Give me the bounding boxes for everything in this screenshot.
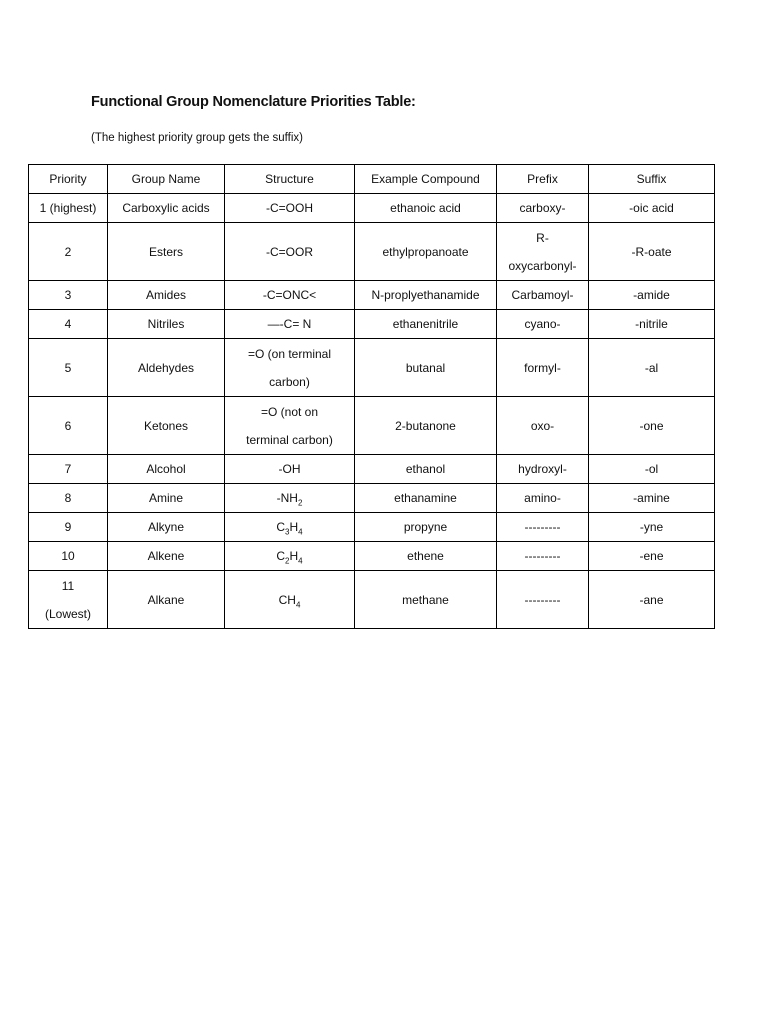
formula-subscript: 4 [295,599,301,609]
prefix-line: oxycarbonyl- [508,258,577,273]
formula-subscript: 2 [297,498,303,508]
group-name-cell: Carboxylic acids [108,194,225,223]
priority-cell: 4 [29,310,108,339]
table-row [29,571,715,629]
structure-cell: -C=ONC< [225,281,355,310]
header-priority: Priority [29,165,108,194]
priority-cell: 8 [29,484,108,513]
suffix-cell: -yne [589,513,715,542]
table-row [29,223,715,281]
structure-cell: -C=OOH [225,194,355,223]
example-cell: butanal [355,339,497,397]
priority-cell: 10 [29,542,108,571]
formula-subscript: 3 [285,527,290,537]
table-row [29,455,715,484]
header-group-name: Group Name [108,165,225,194]
structure-cell: -C=OOR [225,223,355,281]
prefix-cell: --------- [497,571,589,629]
prefix-cell: formyl- [497,339,589,397]
example-cell: ethanamine [355,484,497,513]
prefix-cell: cyano- [497,310,589,339]
prefix-cell: oxo- [497,397,589,455]
example-cell: propyne [355,513,497,542]
example-cell: ethylpropanoate [355,223,497,281]
prefix-cell: hydroxyl- [497,455,589,484]
structure-cell: -OH [225,455,355,484]
table-row [29,397,715,455]
table-row [29,310,715,339]
suffix-cell: -ol [589,455,715,484]
prefix-line: R- [536,230,549,245]
group-name-cell: Amine [108,484,225,513]
group-name-cell: Alkane [108,571,225,629]
example-cell: 2-butanone [355,397,497,455]
header-prefix: Prefix [497,165,589,194]
example-cell: ethanoic acid [355,194,497,223]
group-name-cell: Esters [108,223,225,281]
formula-subscript: 4 [298,527,303,537]
document-title: Functional Group Nomenclature Priorities Table: [91,94,416,110]
priority-table [28,164,715,629]
table-row [29,281,715,310]
formula-text: C [276,549,286,563]
group-name-cell: Ketones [108,397,225,455]
formula-text: CH [278,592,296,607]
group-name-cell: Alkene [108,542,225,571]
structure-cell [225,571,355,629]
table-row [29,339,715,397]
priority-cell: 6 [29,397,108,455]
suffix-cell: -oic acid [589,194,715,223]
group-name-cell: Amides [108,281,225,310]
prefix-cell: Carbamoyl- [497,281,589,310]
formula-text: H [289,520,299,534]
priority-cell: 3 [29,281,108,310]
structure-line: =O (not on [260,404,319,419]
priority-cell: 9 [29,513,108,542]
group-name-cell: Alkyne [108,513,225,542]
example-cell: ethanol [355,455,497,484]
structure-cell [225,484,355,513]
structure-line: terminal carbon) [246,432,333,447]
structure-cell [225,339,355,397]
header-suffix: Suffix [589,165,715,194]
suffix-cell: -one [589,397,715,455]
example-cell: ethene [355,542,497,571]
header-example-compound: Example Compound [355,165,497,194]
structure-cell [225,542,355,571]
suffix-cell: -ane [589,571,715,629]
prefix-cell: amino- [497,484,589,513]
priority-cell [29,571,108,629]
example-cell: N-proplyethanamide [355,281,497,310]
example-cell: ethanenitrile [355,310,497,339]
table-header-row [29,165,715,194]
suffix-cell: -R-oate [589,223,715,281]
table-row [29,484,715,513]
formula-text: H [289,549,299,563]
group-name-cell: Alcohol [108,455,225,484]
structure-cell [225,397,355,455]
structure-line: carbon) [269,374,310,389]
structure-cell: —-C= N [225,310,355,339]
prefix-cell: carboxy- [497,194,589,223]
suffix-cell: -al [589,339,715,397]
priority-cell: 2 [29,223,108,281]
prefix-cell: --------- [497,542,589,571]
suffix-cell: -nitrile [589,310,715,339]
prefix-cell: --------- [497,513,589,542]
document-note: (The highest priority group gets the suffix) [91,132,304,144]
formula-text: C [276,520,286,534]
priority-cell: 1 (highest) [29,194,108,223]
example-cell: methane [355,571,497,629]
priority-line: (Lowest) [44,606,91,621]
priority-cell: 7 [29,455,108,484]
group-name-cell: Aldehydes [108,339,225,397]
header-structure: Structure [225,165,355,194]
priority-line: 11 [61,578,75,593]
table-row [29,194,715,223]
formula-subscript: 2 [285,556,290,566]
priority-cell: 5 [29,339,108,397]
formula-subscript: 4 [298,556,303,566]
suffix-cell: -amide [589,281,715,310]
structure-cell [225,513,355,542]
table-row [29,513,715,542]
prefix-cell [497,223,589,281]
table-row [29,542,715,571]
group-name-cell: Nitriles [108,310,225,339]
structure-line: =O (on terminal [247,346,332,361]
suffix-cell: -amine [589,484,715,513]
formula-text: -NH [276,491,298,505]
suffix-cell: -ene [589,542,715,571]
